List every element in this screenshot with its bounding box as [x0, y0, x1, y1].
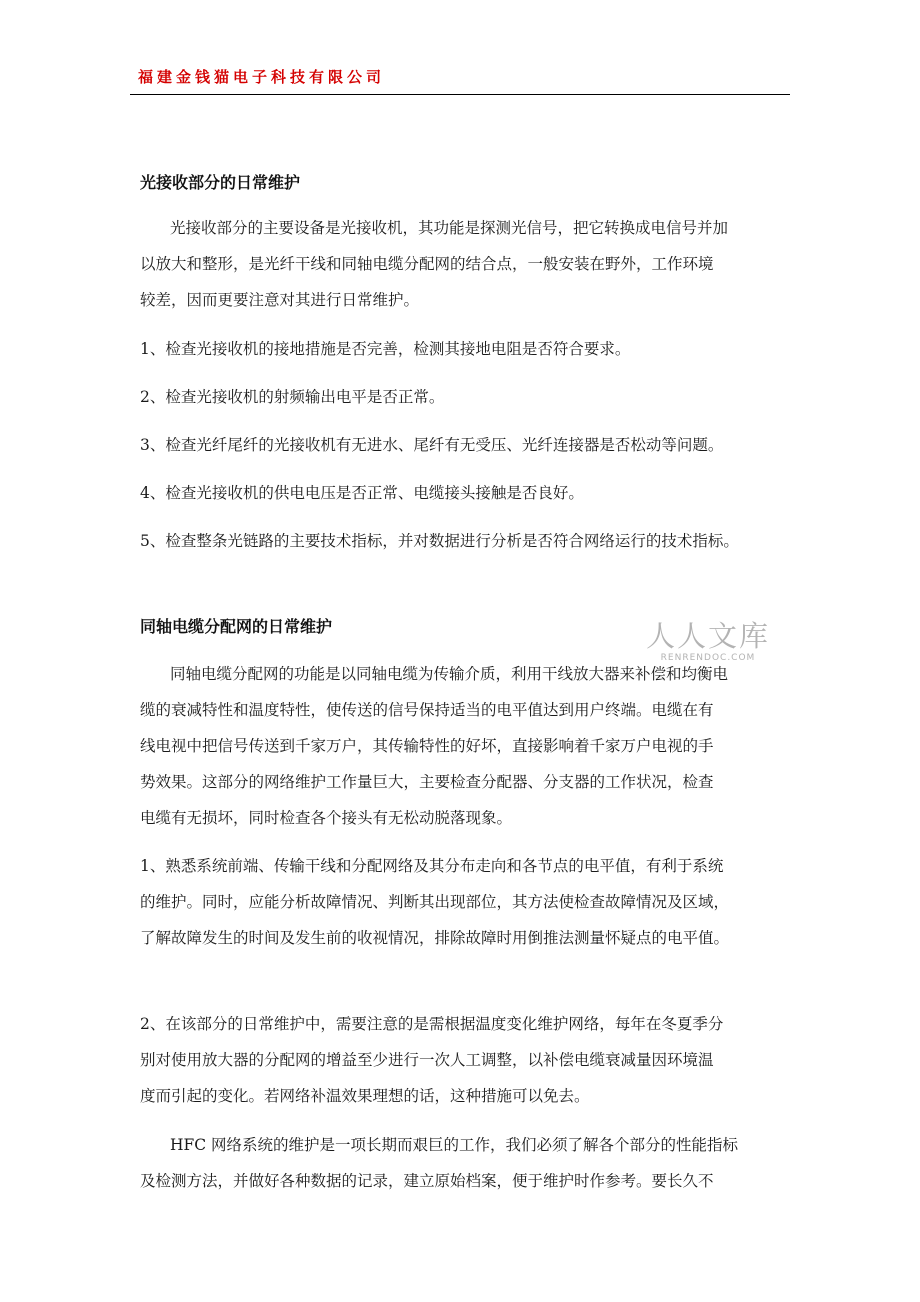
- paragraph-line: 线电视中把信号传送到千家万户，其传输特性的好坏，直接影响着千家万户电视的手: [140, 737, 714, 755]
- section-title-optical-receiver: 光接收部分的日常维护: [140, 173, 301, 192]
- paragraph-line: HFC 网络系统的维护是一项长期而艰巨的工作，我们必须了解各个部分的性能指标: [170, 1136, 739, 1154]
- list-item: 2、在该部分的日常维护中，需要注意的是需根据温度变化维护网络，每年在冬夏季分: [140, 1015, 724, 1033]
- list-item-continued: 的维护。同时，应能分析故障情况、判断其出现部位，其方法使检查故障情况及区域，: [140, 893, 730, 911]
- list-item-continued: 了解故障发生的时间及发生前的收视情况，排除故障时用倒推法测量怀疑点的电平值。: [140, 929, 730, 947]
- company-header: 福建金钱猫电子科技有限公司: [138, 68, 386, 86]
- list-item: 4、检查光接收机的供电电压是否正常、电缆接头接触是否良好。: [140, 484, 584, 502]
- header-divider: [130, 94, 790, 95]
- list-item: 2、检查光接收机的射频输出电平是否正常。: [140, 388, 445, 406]
- watermark-domain: RENRENDOC.COM: [660, 653, 756, 663]
- paragraph-line: 以放大和整形，是光纤干线和同轴电缆分配网的结合点，一般安装在野外，工作环境: [140, 255, 714, 273]
- paragraph-line: 同轴电缆分配网的功能是以同轴电缆为传输介质，利用干线放大器来补偿和均衡电: [170, 665, 729, 683]
- paragraph-line: 势效果。这部分的网络维护工作量巨大，主要检查分配器、分支器的工作状况，检查: [140, 773, 714, 791]
- paragraph-line: 及检测方法，并做好各种数据的记录，建立原始档案，便于维护时作参考。要长久不: [140, 1172, 714, 1190]
- paragraph-line: 较差，因而更要注意对其进行日常维护。: [140, 291, 420, 309]
- list-item-continued: 别对使用放大器的分配网的增益至少进行一次人工调整，以补偿电缆衰减量因环境温: [140, 1051, 714, 1069]
- watermark-logo: [646, 620, 770, 664]
- paragraph-line: 缆的衰减特性和温度特性，使传送的信号保持适当的电平值达到用户终端。电缆在有: [140, 701, 714, 719]
- paragraph-line: 光接收部分的主要设备是光接收机，其功能是探测光信号，把它转换成电信号并加: [170, 219, 729, 237]
- section-title-coax-network: 同轴电缆分配网的日常维护: [140, 617, 333, 636]
- list-item: 5、检查整条光链路的主要技术指标，并对数据进行分析是否符合网络运行的技术指标。: [140, 532, 739, 550]
- paragraph-line: 电缆有无损坏，同时检查各个接头有无松动脱落现象。: [140, 809, 513, 827]
- list-item: 1、熟悉系统前端、传输干线和分配网络及其分布走向和各节点的电平值，有利于系统: [140, 857, 724, 875]
- list-item: 3、检查光纤尾纤的光接收机有无进水、尾纤有无受压、光纤连接器是否松动等问题。: [140, 436, 724, 454]
- list-item-continued: 度而引起的变化。若网络补温效果理想的话，这种措施可以免去。: [140, 1087, 590, 1105]
- list-item: 1、检查光接收机的接地措施是否完善，检测其接地电阻是否符合要求。: [140, 340, 631, 358]
- watermark-text: 人人文库: [646, 619, 771, 653]
